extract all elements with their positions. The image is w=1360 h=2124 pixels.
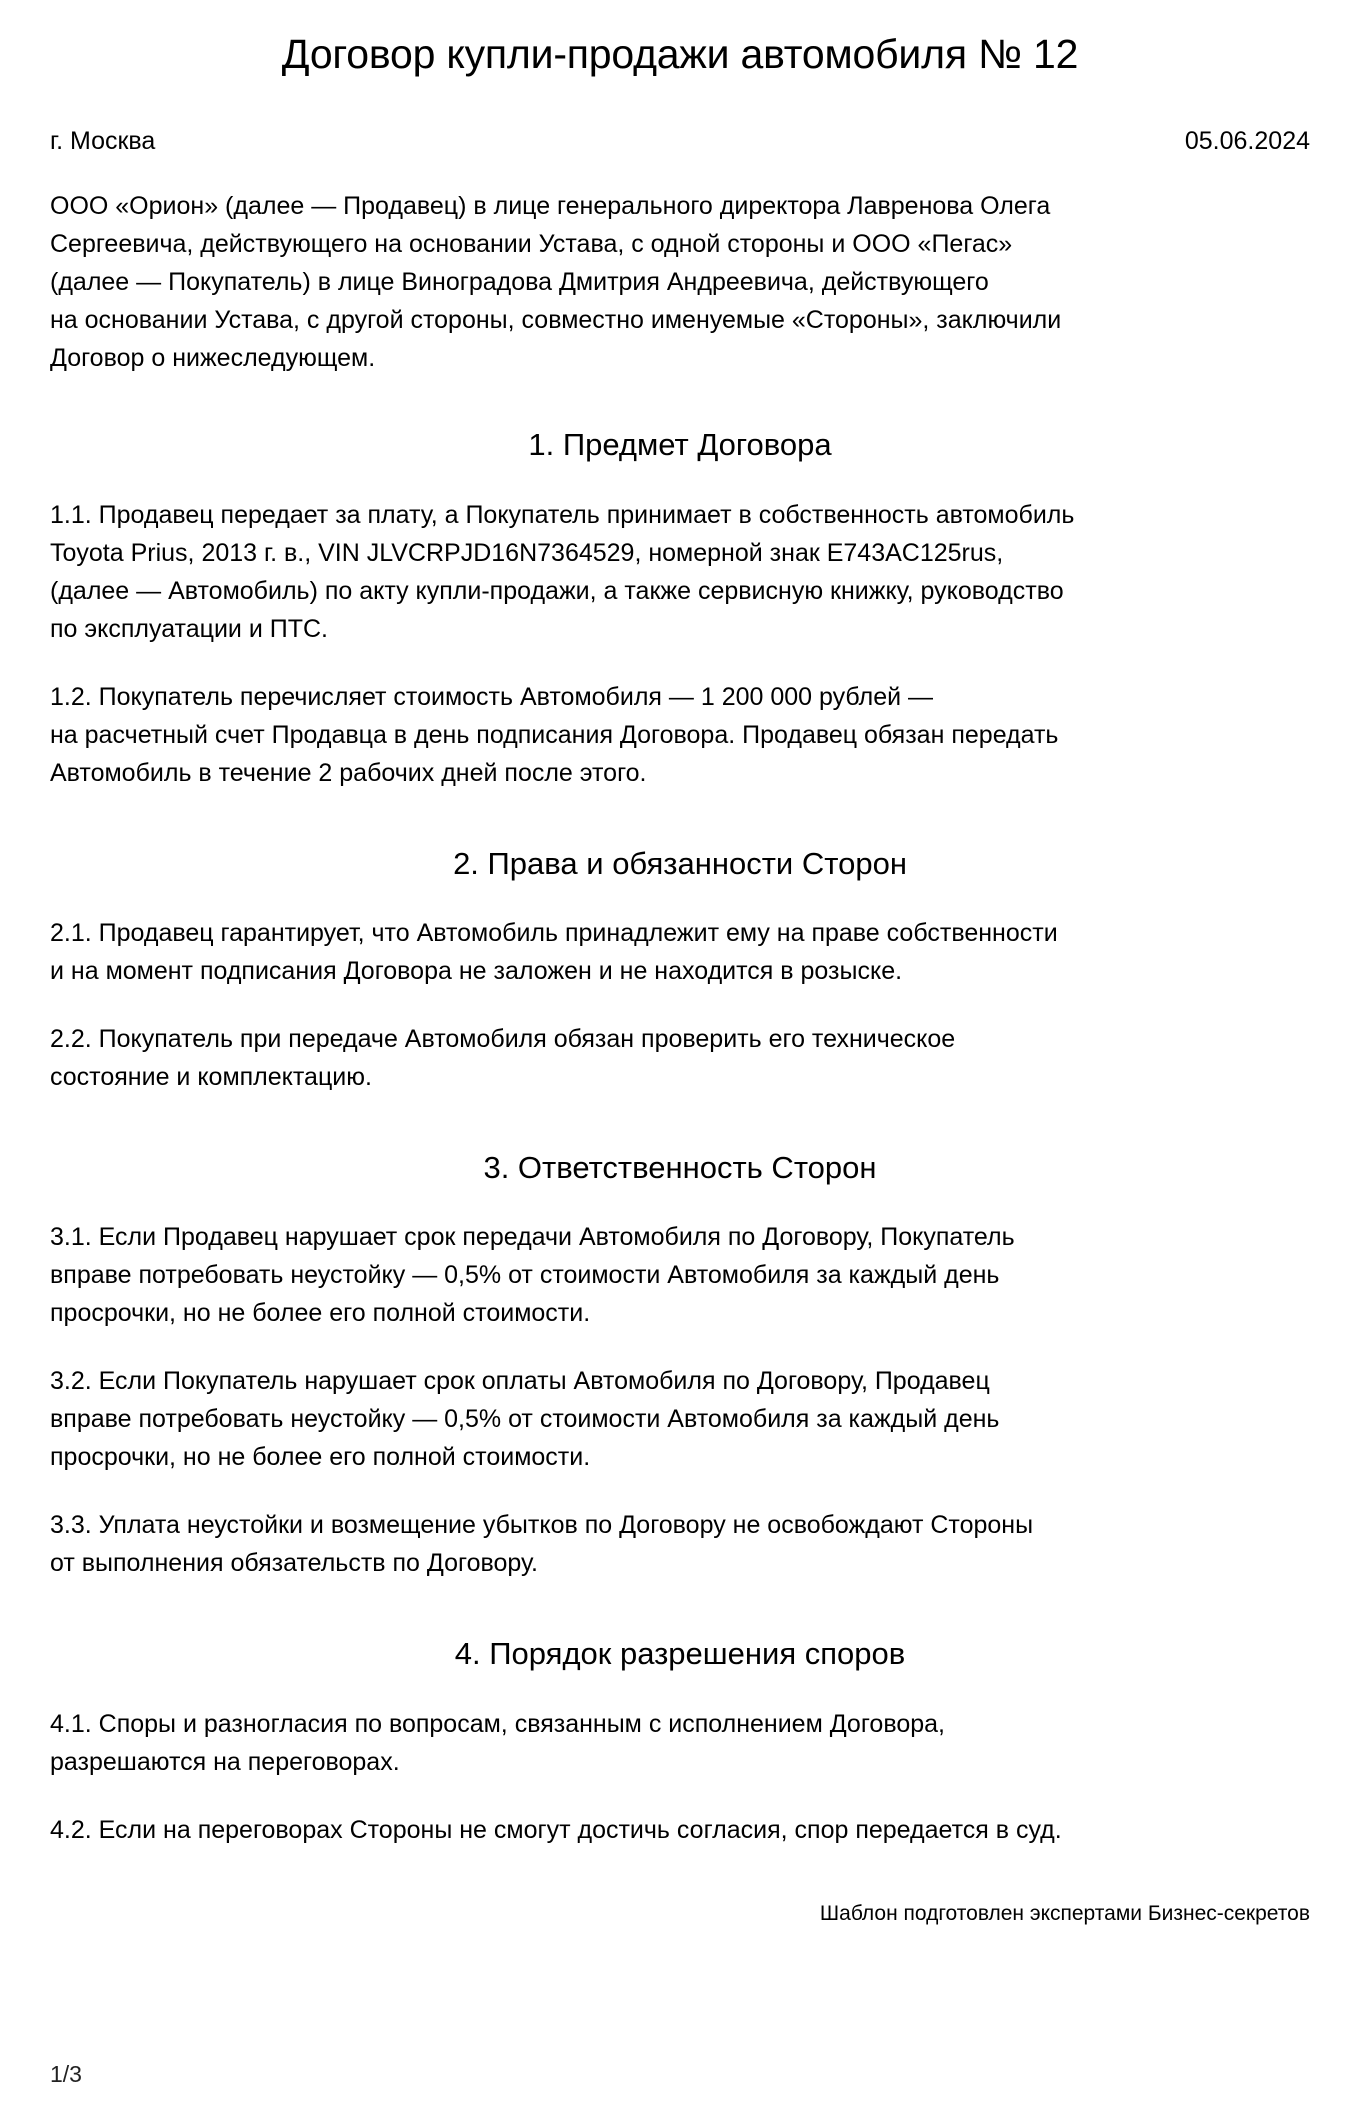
city-label: г. Москва — [50, 127, 156, 156]
clause-line: вправе потребовать неустойку — 0,5% от стоимости Автомобиля за каждый день — [50, 1405, 1000, 1434]
clause-line: Toyota Prius, 2013 г. в., VIN JLVCRPJD16N7364529, номерной знак E743AC125rus, — [50, 538, 1004, 567]
clause-line: 1.2. Покупатель перечисляет стоимость Автомобиля — 1 200 000 рублей — — [50, 682, 934, 711]
clause-3-3 — [50, 1506, 1310, 1582]
clause-4-2 — [50, 1811, 1310, 1849]
section-heading-2: 2. Права и обязанности Сторон — [453, 845, 907, 881]
intro-paragraph — [50, 187, 1310, 377]
clause-2-2 — [50, 1020, 1310, 1096]
clause-line: Автомобиль в течение 2 рабочих дней после этого. — [50, 758, 647, 787]
date-label: 05.06.2024 — [1184, 127, 1310, 156]
intro-line: на основании Устава, с другой стороны, совместно именуемые «Стороны», заключили — [50, 306, 1062, 335]
template-credit-note: Шаблон подготовлен экспертами Бизнес-секретов — [819, 1901, 1310, 1925]
clause-line: просрочки, но не более его полной стоимости. — [50, 1443, 591, 1472]
clause-line: 4.1. Споры и разногласия по вопросам, связанным с исполнением Договора, — [50, 1709, 945, 1738]
clause-4-1 — [50, 1705, 1310, 1781]
clause-line: состояние и комплектацию. — [50, 1063, 372, 1092]
clause-1-2 — [50, 678, 1310, 792]
clause-line: на расчетный счет Продавца в день подписания Договора. Продавец обязан передать — [50, 720, 1059, 749]
clause-line: вправе потребовать неустойку — 0,5% от стоимости Автомобиля за каждый день — [50, 1261, 1000, 1290]
clause-2-1 — [50, 914, 1310, 990]
document-meta — [50, 123, 1310, 159]
section-heading-3: 3. Ответственность Сторон — [483, 1150, 877, 1186]
clause-line: 4.2. Если на переговорах Стороны не смогут достичь согласия, спор передается в суд. — [50, 1815, 1062, 1844]
page-number-indicator: 1/3 — [50, 2061, 82, 2087]
clause-line: 1.1. Продавец передает за плату, а Покупатель принимает в собственность автомобиль — [50, 500, 1075, 529]
clause-line: (далее — Автомобиль) по акту купли-продажи, а также сервисную книжку, руководство — [50, 576, 1064, 605]
clause-line: и на момент подписания Договора не заложен и не находится в розыске. — [50, 957, 903, 986]
intro-line: Договор о нижеследующем. — [50, 344, 376, 373]
intro-line: (далее — Покупатель) в лице Виноградова Дмитрия Андреевича, действующего — [50, 268, 989, 297]
clause-line: разрешаются на переговорах. — [50, 1747, 400, 1776]
clause-3-2 — [50, 1362, 1310, 1476]
clause-line: 3.2. Если Покупатель нарушает срок оплаты Автомобиля по Договору, Продавец — [50, 1367, 990, 1396]
intro-line: ООО «Орион» (далее — Продавец) в лице генерального директора Лавренова Олега — [50, 192, 1051, 221]
section-heading-1: 1. Предмет Договора — [528, 427, 832, 463]
clause-3-1 — [50, 1218, 1310, 1332]
clause-line: по эксплуатации и ПТС. — [50, 614, 328, 643]
clause-line: просрочки, но не более его полной стоимости. — [50, 1299, 591, 1328]
section-heading-4: 4. Порядок разрешения споров — [454, 1636, 906, 1672]
clause-line: 2.1. Продавец гарантирует, что Автомобиль принадлежит ему на праве собственности — [50, 919, 1058, 948]
clause-line: 3.1. Если Продавец нарушает срок передачи Автомобиля по Договору, Покупатель — [50, 1223, 1015, 1252]
clause-1-1 — [50, 496, 1310, 648]
clause-line: 3.3. Уплата неустойки и возмещение убытков по Договору не освобождают Стороны — [50, 1511, 1034, 1540]
clause-line: от выполнения обязательств по Договору. — [50, 1549, 538, 1578]
intro-line: Сергеевича, действующего на основании Устава, с одной стороны и ООО «Пегас» — [50, 230, 1013, 259]
clause-line: 2.2. Покупатель при передаче Автомобиля обязан проверить его техническое — [50, 1025, 956, 1054]
page-title: Договор купли-продажи автомобиля № 12 — [281, 31, 1079, 77]
